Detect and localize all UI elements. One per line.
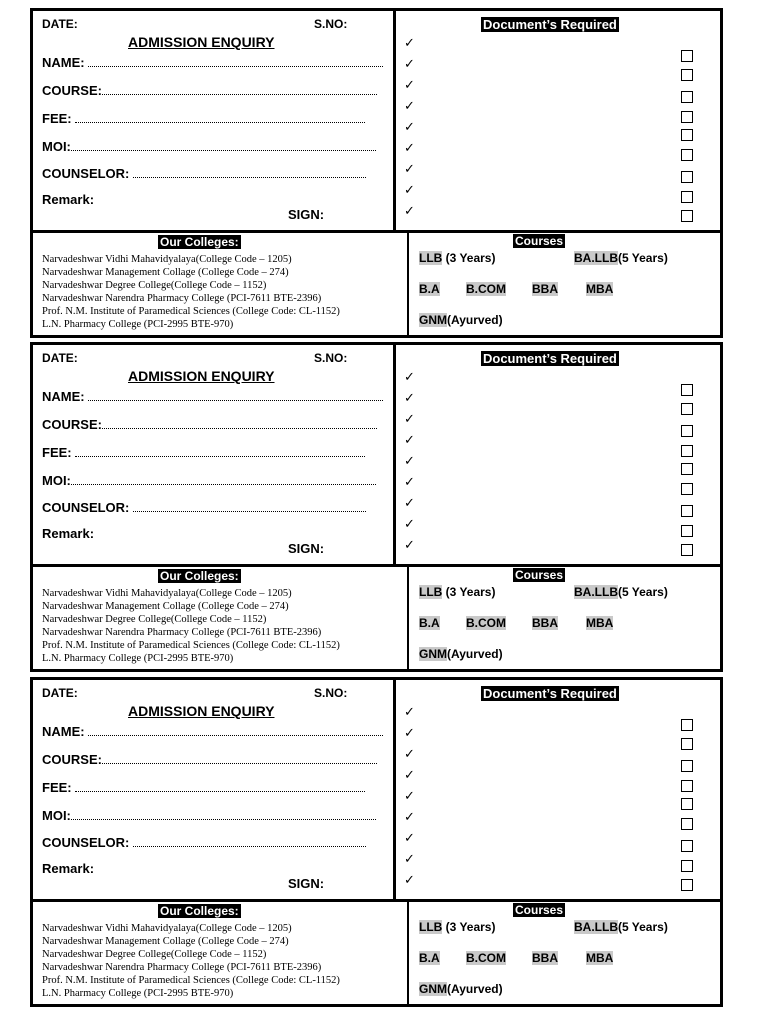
document-checkbox[interactable] (681, 483, 693, 495)
document-checkbox[interactable] (681, 171, 693, 183)
enquiry-form-3 (30, 677, 723, 1007)
fee-label: FEE: (42, 111, 72, 126)
name-field (42, 724, 383, 739)
fee-label: FEE: (42, 445, 72, 460)
form-top-section (30, 342, 723, 567)
course-ballb (574, 251, 668, 265)
moi-label: MOI: (42, 473, 71, 488)
courses-title: Courses (515, 568, 564, 582)
college-item: Narvadeshwar Narendra Pharmacy College (PCI-7611 BTE-2396) (42, 962, 322, 973)
counselor-label: COUNSELOR: (42, 166, 130, 181)
documents-required-title: Document’s Required (483, 17, 617, 32)
course-ballb-duration: (5 Years) (618, 585, 668, 599)
fee-dotted-line (75, 790, 365, 792)
course-gnm-suffix: (Ayurved) (447, 982, 503, 996)
check-icon: ✓ (404, 830, 415, 845)
college-item: Prof. N.M. Institute of Paramedical Sciences (College Code: CL-1152) (42, 306, 340, 317)
moi-dotted-line (71, 818, 376, 820)
course-llb (419, 920, 495, 934)
college-item: Narvadeshwar Narendra Pharmacy College (PCI-7611 BTE-2396) (42, 293, 322, 304)
vertical-divider (393, 11, 396, 230)
check-icon: ✓ (404, 119, 415, 134)
document-checkbox[interactable] (681, 525, 693, 537)
date-label: DATE: (42, 17, 78, 31)
course-ballb-duration: (5 Years) (618, 251, 668, 265)
document-checkbox[interactable] (681, 149, 693, 161)
course-gnm (419, 313, 503, 327)
course-gnm-name: GNM (419, 982, 447, 996)
remark-label: Remark: (42, 526, 95, 541)
name-dotted-line (88, 734, 383, 736)
course-llb-name: LLB (419, 585, 443, 599)
check-icon: ✓ (404, 369, 415, 384)
document-checkbox[interactable] (681, 210, 693, 222)
sign-label: SIGN: (288, 541, 325, 556)
document-checkbox[interactable] (681, 111, 693, 123)
check-icon: ✓ (404, 182, 415, 197)
college-item: Narvadeshwar Narendra Pharmacy College (PCI-7611 BTE-2396) (42, 627, 322, 638)
course-ballb-name: BA.LLB (574, 585, 618, 599)
document-checkbox[interactable] (681, 69, 693, 81)
sign-label: SIGN: (288, 207, 325, 222)
course-gnm-name: GNM (419, 313, 447, 327)
vertical-divider (393, 680, 396, 899)
course-bba: BBA (532, 951, 558, 965)
name-field (42, 389, 383, 404)
college-item: Narvadeshwar Degree College(College Code – 1152) (42, 280, 267, 291)
course-field (42, 752, 377, 767)
counselor-dotted-line (133, 176, 366, 178)
our-colleges-title: Our Colleges: (160, 569, 239, 583)
documents-required-title: Document’s Required (483, 686, 617, 701)
check-icon: ✓ (404, 851, 415, 866)
document-checkbox[interactable] (681, 191, 693, 203)
form-top-section (30, 8, 723, 233)
course-ba: B.A (419, 616, 440, 630)
course-llb (419, 251, 495, 265)
sign-label: SIGN: (288, 876, 325, 891)
course-llb-duration: (3 Years) (442, 585, 496, 599)
form-bottom-section (30, 567, 723, 672)
document-checkbox[interactable] (681, 760, 693, 772)
check-icon: ✓ (404, 788, 415, 803)
form-title: ADMISSION ENQUIRY (128, 34, 275, 50)
form-title: ADMISSION ENQUIRY (128, 368, 275, 384)
document-checkbox[interactable] (681, 403, 693, 415)
document-checkbox[interactable] (681, 445, 693, 457)
our-colleges-title: Our Colleges: (160, 904, 239, 918)
course-bba: BBA (532, 282, 558, 296)
sno-label: S.NO: (314, 686, 348, 700)
course-gnm-name: GNM (419, 647, 447, 661)
course-field (42, 83, 377, 98)
course-label: COURSE: (42, 417, 102, 432)
check-icon: ✓ (404, 140, 415, 155)
form-top-section (30, 677, 723, 902)
check-icon: ✓ (404, 767, 415, 782)
course-dotted-line (102, 762, 377, 764)
check-icon: ✓ (404, 432, 415, 447)
course-mba: MBA (586, 616, 614, 630)
course-gnm-suffix: (Ayurved) (447, 313, 503, 327)
moi-label: MOI: (42, 139, 71, 154)
moi-field (42, 808, 376, 823)
document-checkbox[interactable] (681, 129, 693, 141)
course-llb-name: LLB (419, 920, 443, 934)
date-label: DATE: (42, 686, 78, 700)
college-item: Narvadeshwar Degree College(College Code – 1152) (42, 949, 267, 960)
course-bcom: B.COM (466, 616, 506, 630)
date-label: DATE: (42, 351, 78, 365)
check-icon: ✓ (404, 161, 415, 176)
check-icon: ✓ (404, 453, 415, 468)
course-bcom: B.COM (466, 282, 506, 296)
document-checkbox[interactable] (681, 818, 693, 830)
check-icon: ✓ (404, 495, 415, 510)
check-icon: ✓ (404, 56, 415, 71)
counselor-dotted-line (133, 845, 366, 847)
course-mba: MBA (586, 951, 614, 965)
college-item: L.N. Pharmacy College (PCI-2995 BTE-970) (42, 319, 234, 330)
course-gnm (419, 982, 503, 996)
course-label: COURSE: (42, 752, 102, 767)
enquiry-form-1 (30, 8, 723, 338)
name-label: NAME: (42, 389, 85, 404)
college-item: Narvadeshwar Vidhi Mahavidyalaya(College Code – 1205) (42, 923, 292, 934)
course-gnm (419, 647, 503, 661)
name-field (42, 55, 383, 70)
counselor-dotted-line (133, 510, 366, 512)
documents-required-title: Document’s Required (483, 351, 617, 366)
courses-title: Courses (515, 903, 564, 917)
vertical-divider (393, 345, 396, 564)
course-dotted-line (102, 427, 377, 429)
college-item: Narvadeshwar Vidhi Mahavidyalaya(College Code – 1205) (42, 588, 292, 599)
check-icon: ✓ (404, 203, 415, 218)
document-checkbox[interactable] (681, 425, 693, 437)
counselor-field (42, 166, 366, 181)
document-checkbox[interactable] (681, 879, 693, 891)
college-item: Narvadeshwar Management Collage (College Code – 274) (42, 601, 289, 612)
course-ballb (574, 585, 668, 599)
college-item: Prof. N.M. Institute of Paramedical Sciences (College Code: CL-1152) (42, 640, 340, 651)
name-label: NAME: (42, 724, 85, 739)
check-icon: ✓ (404, 872, 415, 887)
document-checkbox[interactable] (681, 91, 693, 103)
course-gnm-suffix: (Ayurved) (447, 647, 503, 661)
document-checkbox[interactable] (681, 860, 693, 872)
course-dotted-line (102, 93, 377, 95)
courses-title: Courses (515, 234, 564, 248)
document-checkbox[interactable] (681, 719, 693, 731)
name-dotted-line (88, 65, 383, 67)
college-item: Narvadeshwar Management Collage (College Code – 274) (42, 936, 289, 947)
counselor-field (42, 835, 366, 850)
course-ballb-name: BA.LLB (574, 920, 618, 934)
moi-label: MOI: (42, 808, 71, 823)
check-icon: ✓ (404, 98, 415, 113)
fee-field (42, 111, 365, 126)
document-checkbox[interactable] (681, 505, 693, 517)
check-icon: ✓ (404, 809, 415, 824)
counselor-label: COUNSELOR: (42, 500, 130, 515)
course-ballb (574, 920, 668, 934)
remark-label: Remark: (42, 861, 95, 876)
course-llb (419, 585, 495, 599)
check-icon: ✓ (404, 746, 415, 761)
our-colleges-title: Our Colleges: (160, 235, 239, 249)
moi-field (42, 473, 376, 488)
vertical-divider (407, 233, 409, 335)
college-item: Narvadeshwar Vidhi Mahavidyalaya(College Code – 1205) (42, 254, 292, 265)
course-llb-duration: (3 Years) (442, 251, 496, 265)
moi-dotted-line (71, 483, 376, 485)
document-checkbox[interactable] (681, 738, 693, 750)
course-ballb-duration: (5 Years) (618, 920, 668, 934)
course-bcom: B.COM (466, 951, 506, 965)
form-bottom-section (30, 233, 723, 338)
form-bottom-section (30, 902, 723, 1007)
enquiry-form-2 (30, 342, 723, 672)
course-bba: BBA (532, 616, 558, 630)
document-checkbox[interactable] (681, 840, 693, 852)
sno-label: S.NO: (314, 351, 348, 365)
name-dotted-line (88, 399, 383, 401)
document-checkbox[interactable] (681, 50, 693, 62)
course-field (42, 417, 377, 432)
document-checkbox[interactable] (681, 780, 693, 792)
moi-dotted-line (71, 149, 376, 151)
name-label: NAME: (42, 55, 85, 70)
remark-label: Remark: (42, 192, 95, 207)
course-ballb-name: BA.LLB (574, 251, 618, 265)
course-label: COURSE: (42, 83, 102, 98)
check-icon: ✓ (404, 537, 415, 552)
course-mba: MBA (586, 282, 614, 296)
check-icon: ✓ (404, 704, 415, 719)
fee-field (42, 780, 365, 795)
check-icon: ✓ (404, 77, 415, 92)
check-icon: ✓ (404, 474, 415, 489)
fee-dotted-line (75, 121, 365, 123)
form-title: ADMISSION ENQUIRY (128, 703, 275, 719)
college-item: L.N. Pharmacy College (PCI-2995 BTE-970) (42, 653, 234, 664)
check-icon: ✓ (404, 516, 415, 531)
college-item: L.N. Pharmacy College (PCI-2995 BTE-970) (42, 988, 234, 999)
document-checkbox[interactable] (681, 544, 693, 556)
document-checkbox[interactable] (681, 384, 693, 396)
college-item: Prof. N.M. Institute of Paramedical Sciences (College Code: CL-1152) (42, 975, 340, 986)
check-icon: ✓ (404, 725, 415, 740)
counselor-field (42, 500, 366, 515)
vertical-divider (407, 902, 409, 1004)
fee-dotted-line (75, 455, 365, 457)
course-llb-name: LLB (419, 251, 443, 265)
counselor-label: COUNSELOR: (42, 835, 130, 850)
college-item: Narvadeshwar Management Collage (College Code – 274) (42, 267, 289, 278)
moi-field (42, 139, 376, 154)
check-icon: ✓ (404, 390, 415, 405)
fee-label: FEE: (42, 780, 72, 795)
check-icon: ✓ (404, 411, 415, 426)
fee-field (42, 445, 365, 460)
document-checkbox[interactable] (681, 798, 693, 810)
sno-label: S.NO: (314, 17, 348, 31)
course-llb-duration: (3 Years) (442, 920, 496, 934)
document-checkbox[interactable] (681, 463, 693, 475)
vertical-divider (407, 567, 409, 669)
course-ba: B.A (419, 951, 440, 965)
course-ba: B.A (419, 282, 440, 296)
check-icon: ✓ (404, 35, 415, 50)
college-item: Narvadeshwar Degree College(College Code – 1152) (42, 614, 267, 625)
